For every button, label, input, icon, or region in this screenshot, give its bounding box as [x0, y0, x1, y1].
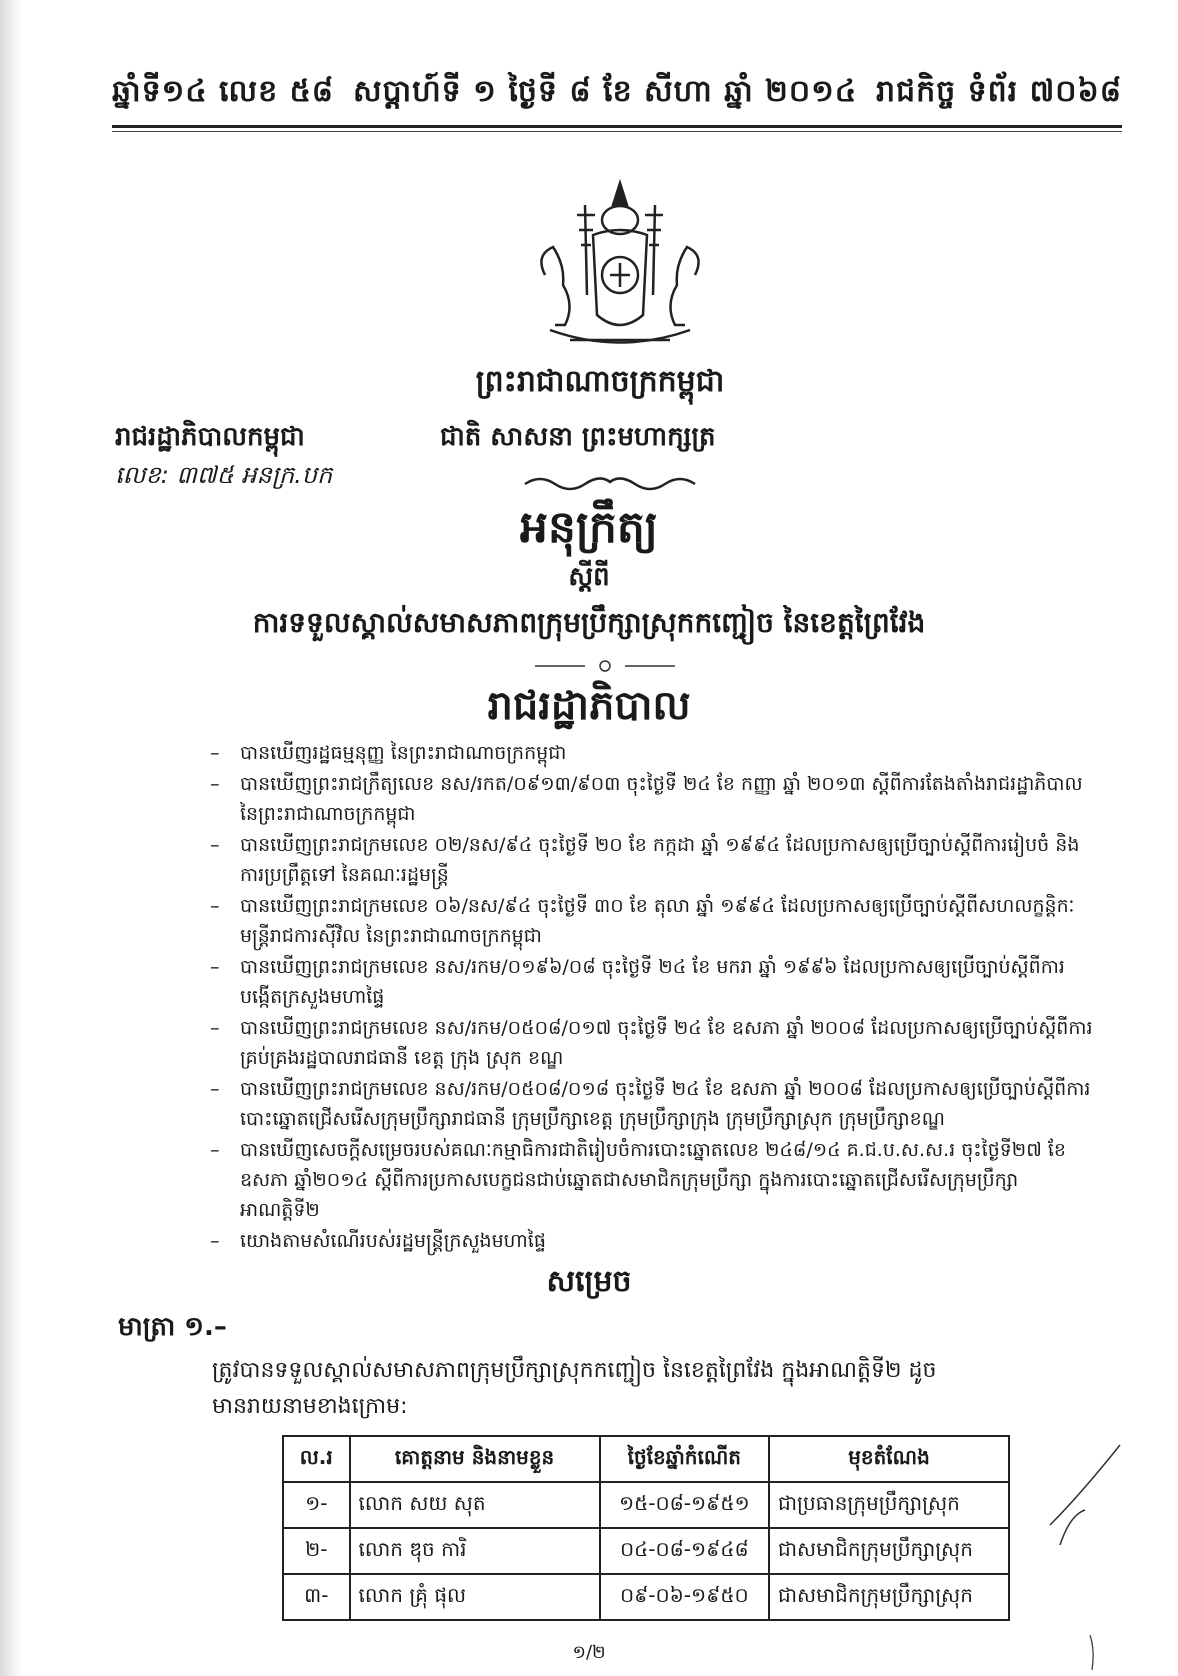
- header-date: សប្តាហ៍ទី ១ ថ្ងៃទី ៨ ខែ សីហា ឆ្នាំ ២០១៤: [352, 74, 858, 109]
- ornament-divider-icon: [520, 470, 700, 494]
- small-ornament-divider-icon: [530, 658, 680, 674]
- table-row: [283, 1482, 1009, 1528]
- preamble-item: – បានឃើញព្រះរាជក្រមលេខ នស/រកម/០៥០៨/០១៧ ចុះថ្ងៃទី ២៤ ខែ ឧសភា ឆ្នាំ ២០០៨ ដែលប្រកាសឲ្យប្រើច្បាប់ស្តីពីការគ្រប់គ្រងរដ្ឋបាលរាជធានី ខេត្ត ក្រុង ស្រុក ខណ្ឌ: [210, 1013, 1100, 1073]
- preamble-item: – បានឃើញព្រះរាជក្រមលេខ នស/រកម/០៥០៨/០១៨ ចុះថ្ងៃទី ២៤ ខែ ឧសភា ឆ្នាំ ២០០៨ ដែលប្រកាសឲ្យប្រើច្បាប់ស្តីពីការបោះឆ្នោតជ្រើសរើសក្រុមប្រឹក្សារាជធានី ក្រុមប្រឹក្សាខេត្ត ក្រុមប្រឹក្សាក្រុង ក្រុមប្រឹក្សាស្រុក ក្រុមប្រឹក្សាខណ្ឌ: [210, 1074, 1100, 1134]
- preamble-item: – បានឃើញព្រះរាជក្រមលេខ ០២/នស/៩៤ ចុះថ្ងៃទី ២០ ខែ កក្កដា ឆ្នាំ ១៩៩៤ ដែលប្រកាសឲ្យប្រើច្បាប់ស្តីពីការរៀបចំ និងការប្រព្រឹត្តទៅ នៃគណៈរដ្ឋមន្ត្រី: [210, 830, 1100, 890]
- initial-signature-mark: [1040, 1435, 1130, 1675]
- council-members-table: [282, 1435, 1010, 1621]
- col-header-name: គោត្តនាម និងនាមខ្លួន: [350, 1436, 600, 1482]
- document-subject: ការទទួលស្គាល់សមាសភាពក្រុមប្រឹក្សាស្រុកកញ្ជៀច នៃខេត្តព្រៃវែង: [252, 606, 926, 639]
- member-dob: ០៩-០៦-១៩៥០: [600, 1574, 769, 1620]
- preamble-item: – បានឃើញសេចក្តីសម្រេចរបស់គណៈកម្មាធិការជាតិរៀបចំការបោះឆ្នោតលេខ ២៤៨/១៤ គ.ជ.ប.ស.ស.រ ចុះថ្ងៃទី២៧ ខែឧសភា ឆ្នាំ២០១៤ ស្តីពីការប្រកាសបេក្ខជនជាប់ឆ្នោតជាសមាជិកក្រុមប្រឹក្សា ក្នុងការបោះឆ្នោតជ្រើសរើសក្រុមប្រឹក្សា អាណត្តិទី២: [210, 1135, 1100, 1225]
- preamble-item: – បានឃើញរដ្ឋធម្មនុញ្ញ នៃព្រះរាជាណាចក្រកម្ពុជា: [210, 738, 1100, 768]
- member-name: លោក សយ សុត: [350, 1482, 600, 1528]
- preamble-item: – បានឃើញព្រះរាជក្រមលេខ ០៦/នស/៩៤ ចុះថ្ងៃទី ៣០ ខែ តុលា ឆ្នាំ ១៩៩៤ ដែលប្រកាសឲ្យប្រើច្បាប់ស្តីពីសហលក្ខន្តិកៈមន្ត្រីរាជការស៊ីវិល នៃព្រះរាជាណាចក្រកម្ពុជា: [210, 891, 1100, 951]
- member-dob: ០៤-០៨-១៩៤៨: [600, 1528, 769, 1574]
- member-role: ជាសមាជិកក្រុមប្រឹក្សាស្រុក: [769, 1528, 1009, 1574]
- government-name: រាជរដ្ឋាភិបាលកម្ពុជា: [115, 422, 305, 452]
- article-1-text: ត្រូវបានទទួលស្គាល់សមាសភាពក្រុមប្រឹក្សាស្រុកកញ្ជៀច នៃខេត្តព្រៃវែង ក្នុងអាណត្តិទី២ ដូច: [212, 1358, 937, 1383]
- header-year-issue: ឆ្នាំទី១៤ លេខ ៥៨: [112, 74, 335, 109]
- preamble-item: – យោងតាមសំណើរបស់រដ្ឋមន្ត្រីក្រសួងមហាផ្ទៃ: [210, 1226, 1100, 1256]
- member-number: ១-: [283, 1482, 350, 1528]
- header-rule: [112, 125, 1122, 128]
- page-number: ១/២: [572, 1642, 606, 1663]
- member-name: លោក ឌុច ការិ: [350, 1528, 600, 1574]
- preamble-item: – បានឃើញព្រះរាជក្រឹត្យលេខ នស/រកត/០៩១៣/៩០៣ ចុះថ្ងៃទី ២៤ ខែ កញ្ញា ឆ្នាំ ២០១៣ ស្តីពីការតែងតាំងរាជរដ្ឋាភិបាល នៃព្រះរាជាណាចក្រកម្ពុជា: [210, 769, 1100, 829]
- document-number: លេខ: ៣៧៥ អនក្រ.បក: [115, 461, 333, 489]
- decision-heading: សម្រេច: [546, 1264, 632, 1299]
- member-dob: ១៥-០៨-១៩៥១: [600, 1482, 769, 1528]
- col-header-position: មុខតំណែង: [769, 1436, 1009, 1482]
- royal-coat-of-arms-icon: [515, 175, 725, 360]
- table-row: [283, 1528, 1009, 1574]
- member-name: លោក គ្រុំ ផុល: [350, 1574, 600, 1620]
- scan-shadow-edge: [0, 0, 22, 1676]
- header-gazette-page: រាជកិច្ច ទំព័រ ៧០៦៨: [875, 74, 1122, 109]
- preamble-list: [210, 738, 1100, 1257]
- member-number: ២-: [283, 1528, 350, 1574]
- table-header-row: [283, 1436, 1009, 1482]
- issuing-authority: រាជរដ្ឋាភិបាល: [487, 683, 691, 729]
- preamble-item: – បានឃើញព្រះរាជក្រមលេខ នស/រកម/០១៩៦/០៨ ចុះថ្ងៃទី ២៤ ខែ មករា ឆ្នាំ ១៩៩៦ ដែលប្រកាសឲ្យប្រើច្បាប់ស្តីពីការបង្កើតក្រសួងមហាផ្ទៃ: [210, 952, 1100, 1012]
- gazette-header: [112, 72, 1122, 116]
- member-role: ជាសមាជិកក្រុមប្រឹក្សាស្រុក: [769, 1574, 1009, 1620]
- member-number: ៣-: [283, 1574, 350, 1620]
- col-header-number: ល.រ: [283, 1436, 350, 1482]
- kingdom-name: ព្រះរាជាណាចក្រកម្ពុជា: [475, 364, 725, 399]
- national-motto: ជាតិ សាសនា ព្រះមហាក្សត្រ: [440, 422, 716, 452]
- table-row: [283, 1574, 1009, 1620]
- document-type-title: អនុក្រឹត្យ: [520, 502, 658, 553]
- article-1-title: មាត្រា ១.–: [118, 1312, 227, 1342]
- concerning-label: ស្តីពី: [568, 562, 610, 592]
- col-header-dob: ថ្ងៃខែឆ្នាំកំណើត: [600, 1436, 769, 1482]
- header-rule-thin: [112, 131, 1122, 132]
- article-1-text-continued: មានរាយនាមខាងក្រោម:: [212, 1394, 408, 1419]
- member-role: ជាប្រធានក្រុមប្រឹក្សាស្រុក: [769, 1482, 1009, 1528]
